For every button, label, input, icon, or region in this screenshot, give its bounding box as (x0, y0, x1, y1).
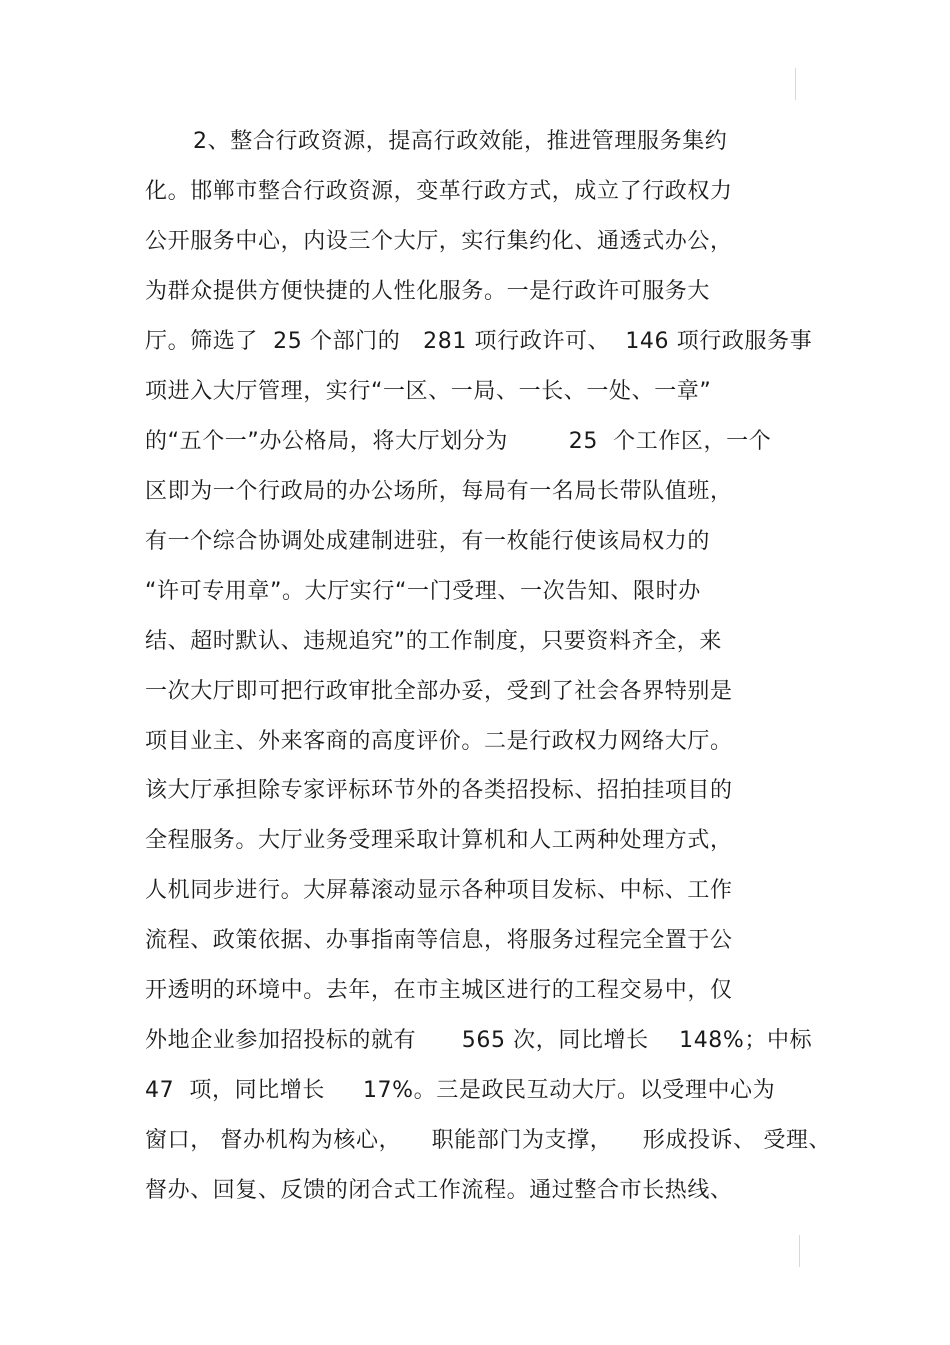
paragraph-line: 外地企业参加招投标的就有 565 次，同比增长 148%；中标 (145, 1028, 813, 1053)
page-edge-mark-top (795, 68, 796, 100)
paragraph-line: 2、整合行政资源，提高行政效能，推进管理服务集约 (193, 129, 728, 154)
paragraph-line: 全程服务。大厅业务受理采取计算机和人工两种处理方式， (145, 828, 733, 853)
paragraph-line: 流程、政策依据、办事指南等信息，将服务过程完全置于公 (145, 928, 733, 953)
paragraph-line: 开透明的环境中。去年，在市主城区进行的工程交易中，仅 (145, 978, 733, 1003)
paragraph-line: 区即为一个行政局的办公场所，每局有一名局长带队值班， (145, 479, 733, 504)
paragraph-line: 一次大厅即可把行政审批全部办妥，受到了社会各界特别是 (145, 679, 733, 704)
paragraph-line: 的“五个一”办公格局，将大厅划分为 25 个工作区，一个 (145, 429, 772, 454)
paragraph-line: 厅。筛选了 25 个部门的 281 项行政许可、 146 项行政服务事 (145, 329, 813, 354)
paragraph-line: 窗口， 督办机构为核心， 职能部门为支撑， 形成投诉、 受理、 (145, 1128, 832, 1153)
paragraph-line: 47 项，同比增长 17%。三是政民互动大厅。以受理中心为 (145, 1078, 776, 1103)
paragraph-line: 督办、回复、反馈的闭合式工作流程。通过整合市长热线、 (145, 1178, 733, 1203)
paragraph-line: 该大厅承担除专家评标环节外的各类招投标、招拍挂项目的 (145, 778, 733, 803)
paragraph-line: 结、超时默认、违规追究”的工作制度，只要资料齐全，来 (145, 629, 722, 654)
paragraph-line: 有一个综合协调处成建制进驻，有一枚能行使该局权力的 (145, 529, 711, 554)
paragraph-line: 人机同步进行。大屏幕滚动显示各种项目发标、中标、工作 (145, 878, 733, 903)
paragraph-line: 化。邯郸市整合行政资源，变革行政方式，成立了行政权力 (145, 179, 733, 204)
paragraph-line: 项目业主、外来客商的高度评价。二是行政权力网络大厅。 (145, 729, 733, 754)
paragraph-line: “许可专用章”。大厅实行“一门受理、一次告知、限时办 (145, 579, 701, 604)
page-edge-mark-bottom (799, 1235, 800, 1267)
paragraph-line: 为群众提供方便快捷的人性化服务。一是行政许可服务大 (145, 279, 711, 304)
paragraph-line: 公开服务中心，内设三个大厅，实行集约化、通透式办公， (145, 229, 733, 254)
paragraph-line: 项进入大厅管理，实行“一区、一局、一长、一处、一章” (145, 379, 712, 404)
